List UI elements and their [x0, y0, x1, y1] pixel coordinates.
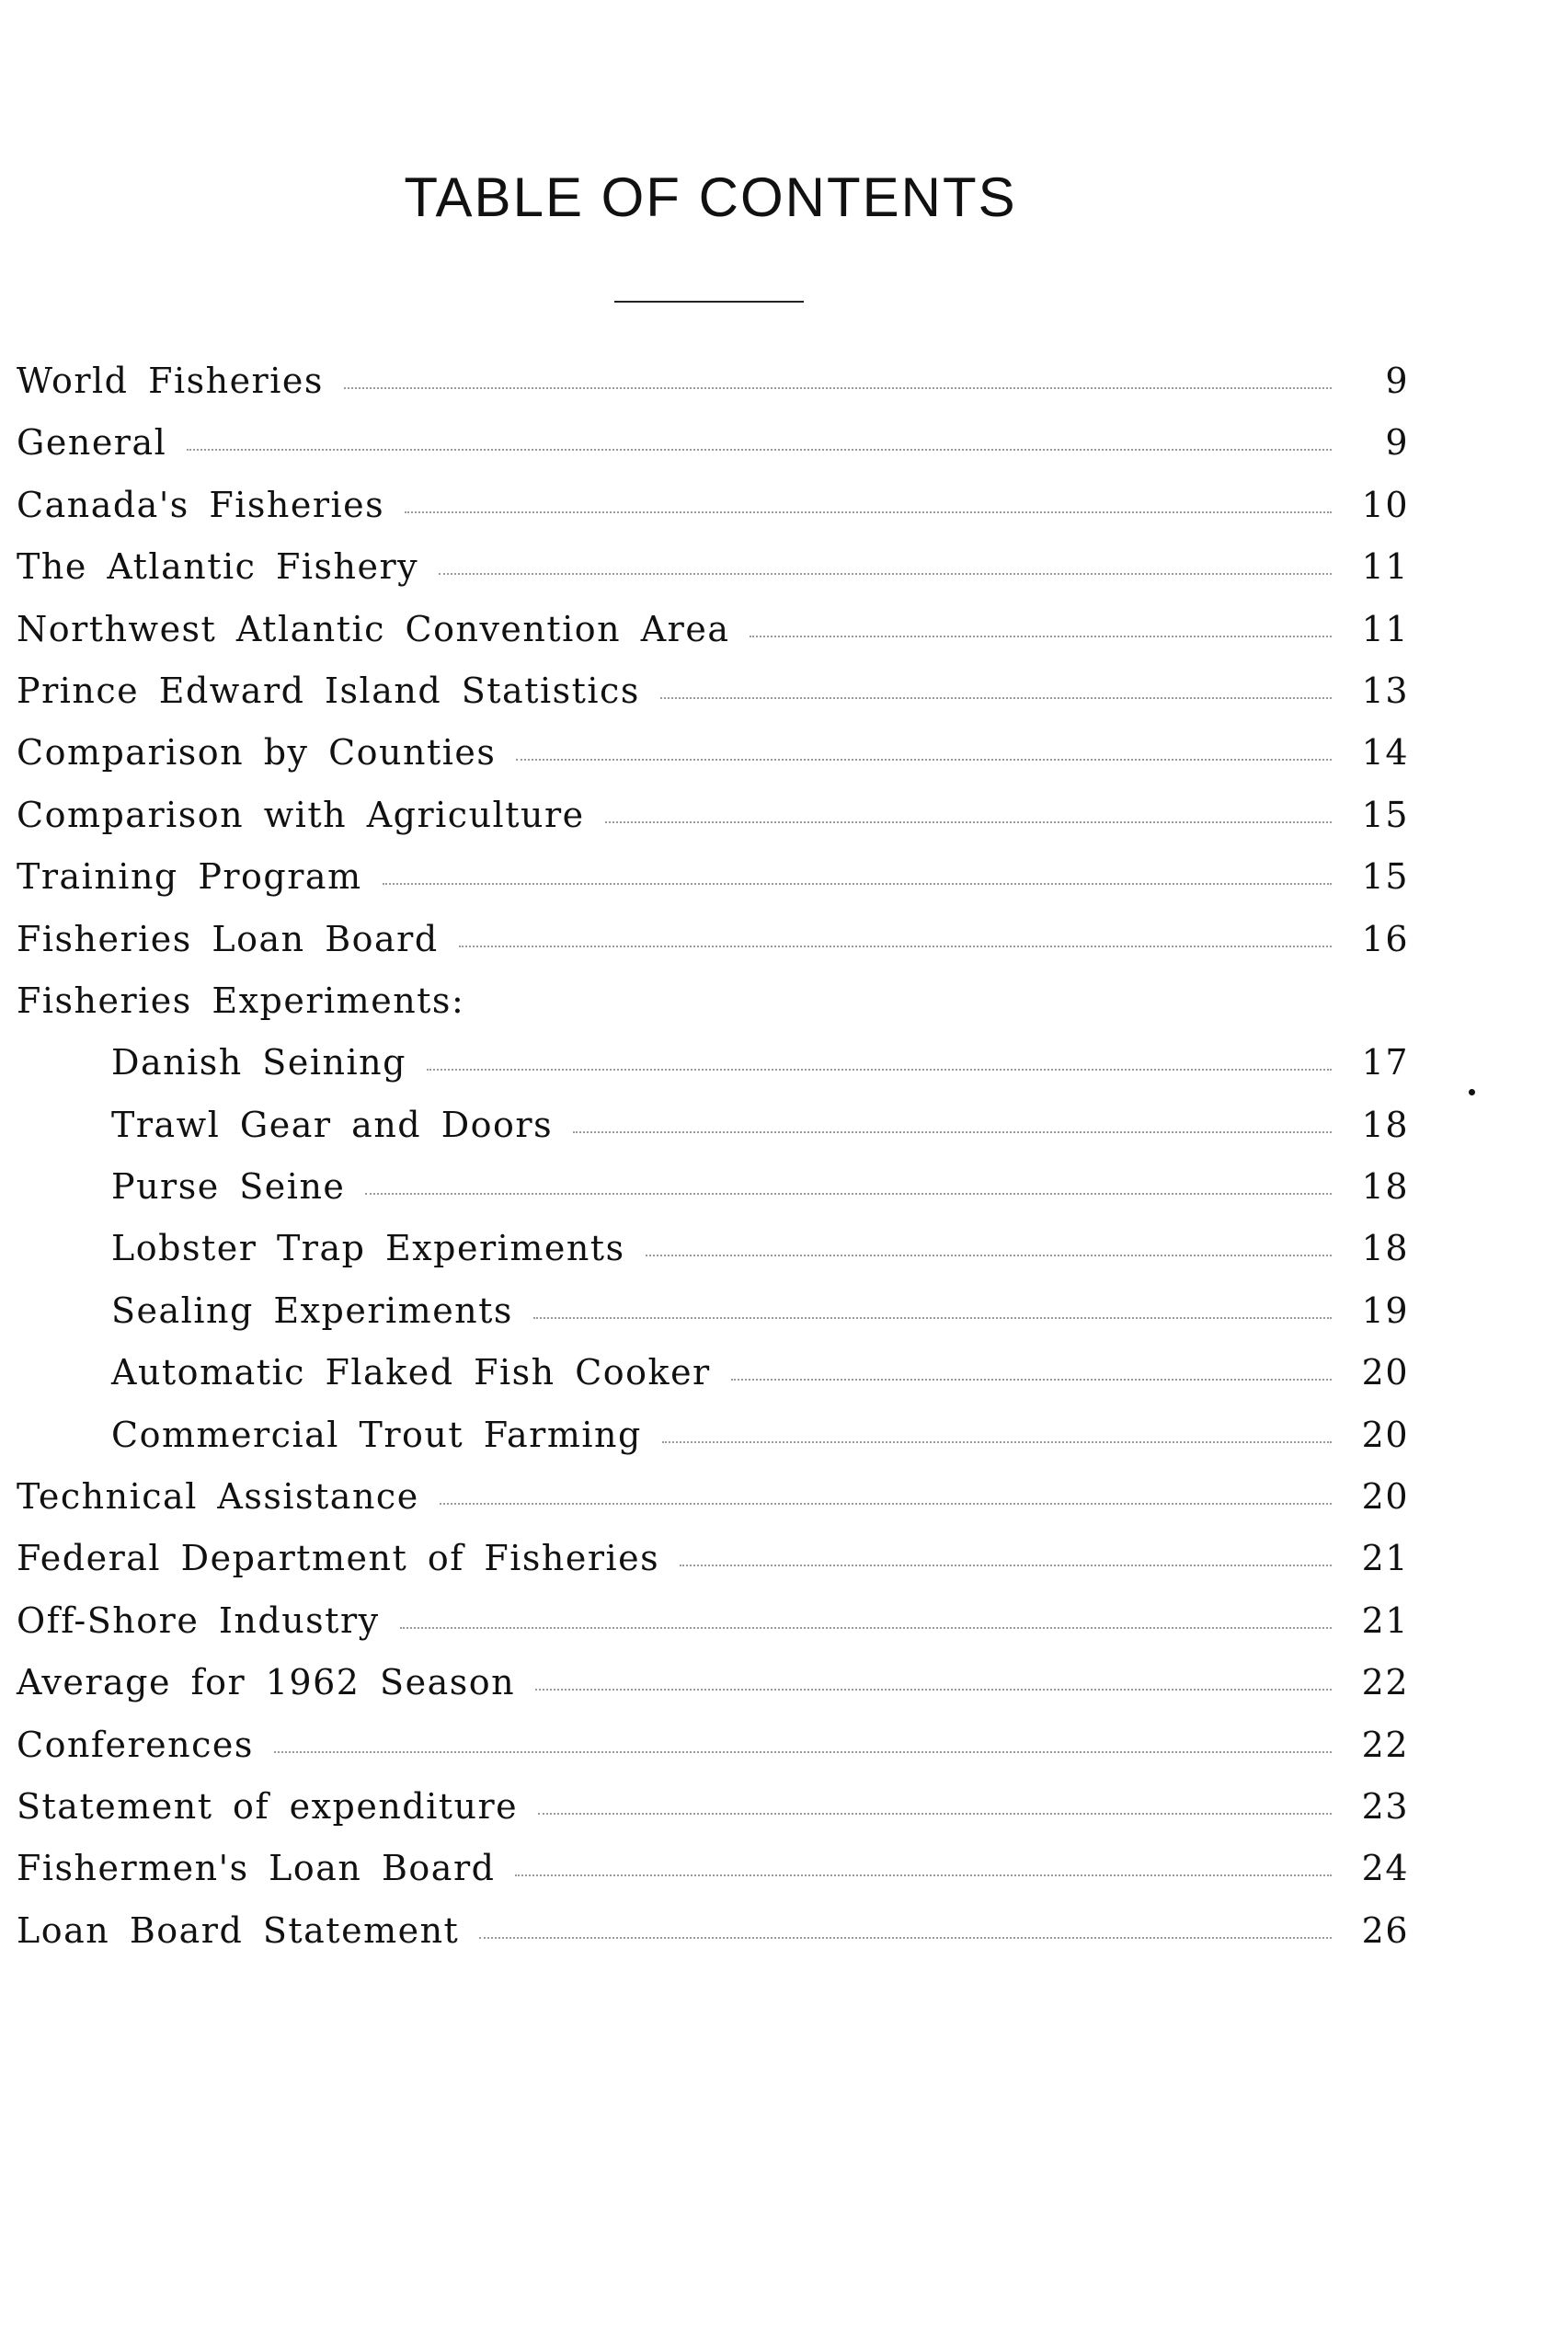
- toc-entry: [17, 1910, 1409, 1972]
- toc-entry-label: Statement of expenditure: [17, 1785, 519, 1827]
- toc-entry-label: Fisheries Loan Board: [17, 918, 439, 959]
- dot-leader: [538, 1812, 1332, 1815]
- dot-leader: [660, 696, 1332, 699]
- toc-entry-page: 20: [1361, 1414, 1409, 1455]
- toc-entry-label: Purse Seine: [111, 1166, 346, 1208]
- toc-entry-label: Canada's Fisheries: [17, 484, 385, 525]
- toc-subentry: [17, 1105, 1409, 1166]
- toc-entry: [17, 795, 1409, 856]
- dot-leader: [662, 1440, 1332, 1443]
- toc-entry-page: 23: [1361, 1785, 1409, 1827]
- toc-entry-label: Sealing Experiments: [111, 1290, 513, 1331]
- toc-entry-page: 16: [1361, 918, 1409, 959]
- toc-entry: [17, 1662, 1409, 1724]
- dot-leader: [605, 820, 1332, 823]
- title-divider: [614, 301, 804, 303]
- toc-entry-page: 20: [1361, 1352, 1409, 1393]
- toc-entry: [17, 1848, 1409, 1909]
- toc-entry-label: Automatic Flaked Fish Cooker: [111, 1352, 711, 1393]
- toc-entry-label: General: [17, 422, 167, 464]
- toc-entry-label: Off-Shore Industry: [17, 1599, 380, 1641]
- toc-subentry: [17, 1228, 1409, 1290]
- toc-entry-page: 9: [1385, 361, 1409, 401]
- dot-leader: [344, 386, 1332, 389]
- toc-subentry: [17, 1352, 1409, 1414]
- dot-leader: [731, 1378, 1332, 1381]
- dot-leader: [274, 1750, 1332, 1753]
- dot-leader: [187, 448, 1332, 451]
- dot-leader: [573, 1130, 1332, 1133]
- table-of-contents: [17, 361, 1409, 1972]
- toc-entry-label: Fishermen's Loan Board: [17, 1848, 496, 1889]
- toc-entry: [17, 1786, 1409, 1848]
- toc-entry-label: Prince Edward Island Statistics: [17, 670, 640, 711]
- toc-entry-page: 22: [1361, 1662, 1409, 1703]
- toc-entry-label: Northwest Atlantic Convention Area: [17, 608, 730, 649]
- toc-entry-page: 15: [1361, 856, 1409, 898]
- dot-leader: [427, 1068, 1332, 1071]
- toc-entry-page: 11: [1361, 608, 1409, 649]
- toc-entry-label: Commercial Trout Farming: [111, 1414, 642, 1455]
- dot-leader: [516, 758, 1332, 761]
- toc-entry-page: 21: [1361, 1538, 1409, 1579]
- toc-entry-label: Training Program: [17, 856, 362, 898]
- toc-entry-page: 13: [1361, 670, 1409, 711]
- toc-entry-page: 22: [1361, 1724, 1409, 1765]
- toc-entry: [17, 361, 1409, 422]
- toc-entry-label: Trawl Gear and Doors: [111, 1104, 554, 1145]
- toc-entry-label: World Fisheries: [17, 361, 324, 401]
- toc-subentry: [17, 1415, 1409, 1476]
- toc-entry-page: 26: [1361, 1909, 1409, 1951]
- toc-entry: [17, 1725, 1409, 1786]
- toc-entry-page: 18: [1361, 1104, 1409, 1145]
- toc-entry: [17, 546, 1409, 608]
- toc-entry: [17, 1600, 1409, 1662]
- toc-entry: [17, 732, 1409, 794]
- dot-leader: [646, 1254, 1332, 1256]
- toc-entry-label: Loan Board Statement: [17, 1909, 460, 1951]
- dot-leader: [405, 510, 1332, 513]
- toc-entry-page: 18: [1361, 1228, 1409, 1269]
- dot-leader: [400, 1626, 1332, 1629]
- toc-entry-page: 24: [1361, 1848, 1409, 1889]
- toc-entry-label: Technical Assistance: [17, 1476, 419, 1518]
- toc-entry-page: 17: [1361, 1042, 1409, 1083]
- toc-entry-label: Lobster Trap Experiments: [111, 1228, 625, 1269]
- dot-leader: [535, 1688, 1332, 1691]
- toc-entry-page: 14: [1361, 732, 1409, 774]
- toc-entry: [17, 671, 1409, 732]
- dot-leader: [680, 1564, 1332, 1566]
- toc-entry: [17, 609, 1409, 671]
- dot-leader: [533, 1316, 1332, 1319]
- toc-entry-label: The Atlantic Fishery: [17, 546, 419, 588]
- toc-entry-page: 11: [1361, 546, 1409, 588]
- dot-leader: [750, 635, 1332, 637]
- toc-entry-page: 21: [1361, 1599, 1409, 1641]
- toc-subentry: [17, 1166, 1409, 1228]
- dot-leader: [440, 1502, 1332, 1505]
- dot-leader: [515, 1874, 1332, 1876]
- toc-section-label: Fisheries Experiments:: [17, 980, 465, 1021]
- toc-entry-page: 18: [1361, 1166, 1409, 1208]
- toc-entry-page: 15: [1361, 794, 1409, 835]
- toc-section-heading: [17, 980, 1409, 1042]
- toc-entry-page: 10: [1361, 484, 1409, 525]
- toc-entry-label: Federal Department of Fisheries: [17, 1538, 660, 1579]
- toc-subentry: [17, 1290, 1409, 1352]
- dot-leader: [459, 945, 1332, 947]
- toc-entry: [17, 919, 1409, 980]
- dot-leader: [365, 1192, 1332, 1195]
- toc-entry-label: Comparison by Counties: [17, 732, 497, 774]
- toc-entry-page: 19: [1361, 1290, 1409, 1331]
- toc-entry: [17, 1476, 1409, 1538]
- dot-leader: [383, 882, 1332, 885]
- toc-entry-label: Comparison with Agriculture: [17, 794, 585, 835]
- toc-entry: [17, 1538, 1409, 1599]
- toc-entry-page: 20: [1361, 1476, 1409, 1518]
- toc-entry-label: Danish Seining: [111, 1042, 406, 1083]
- toc-subentry: [17, 1042, 1409, 1104]
- toc-entry: [17, 856, 1409, 918]
- dot-leader: [439, 572, 1332, 575]
- stray-ink-dot: [1469, 1089, 1475, 1095]
- page-title: TABLE OF CONTENTS: [404, 166, 1017, 228]
- toc-entry-label: Conferences: [17, 1724, 254, 1765]
- toc-entry-label: Average for 1962 Season: [17, 1662, 516, 1703]
- toc-entry-page: 9: [1385, 422, 1409, 464]
- toc-entry: [17, 422, 1409, 484]
- toc-entry: [17, 485, 1409, 546]
- dot-leader: [479, 1936, 1332, 1939]
